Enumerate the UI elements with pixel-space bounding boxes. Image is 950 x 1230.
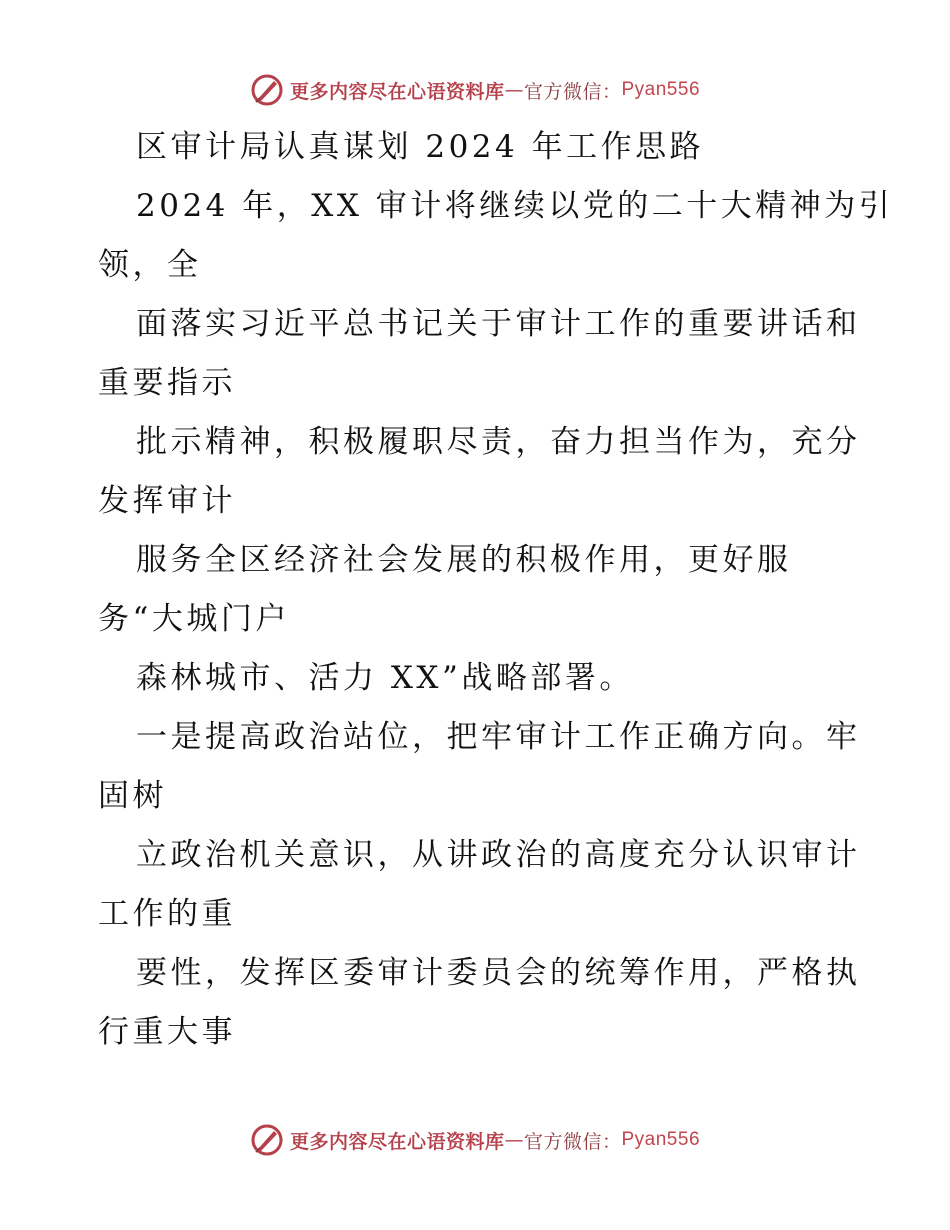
document-title: 区审计局认真谋划 2024 年工作思路 — [136, 129, 705, 165]
official-wechat-label: 官方微信： — [523, 80, 622, 103]
footer-watermark — [0, 1120, 950, 1160]
quill-logo-icon — [250, 1123, 284, 1157]
separator-dash: — — [504, 79, 524, 101]
text-line: 务“大城门户 — [98, 601, 290, 637]
document-body — [98, 118, 894, 1062]
text-line: 立政治机关意识，从讲政治的高度充分认识审计 — [136, 837, 861, 873]
text-line: 行重大事 — [98, 1014, 236, 1050]
text-line: 批示精神，积极履职尽责，奋力担当作为，充分 — [136, 424, 861, 460]
brand-text: 更多内容尽在心语资料库 — [289, 1130, 505, 1153]
text-line: 固树 — [98, 778, 167, 814]
quill-logo-icon — [250, 73, 284, 107]
text-line: 面落实习近平总书记关于审计工作的重要讲话和 — [136, 306, 861, 342]
wechat-id: Pyan556 — [621, 1129, 701, 1150]
separator-dash: — — [504, 1129, 524, 1151]
text-line: 服务全区经济社会发展的积极作用，更好服 — [136, 542, 792, 578]
text-line: 森林城市、活力 XX”战略部署。 — [136, 660, 634, 696]
brand-text: 更多内容尽在心语资料库 — [289, 80, 505, 103]
text-line: 一是提高政治站位，把牢审计工作正确方向。牢 — [136, 719, 861, 755]
official-wechat-label: 官方微信： — [523, 1130, 622, 1153]
text-line: 重要指示 — [98, 365, 236, 401]
text-line: 工作的重 — [98, 896, 236, 932]
header-watermark — [0, 70, 950, 110]
text-line: 发挥审计 — [98, 483, 236, 519]
wechat-id: Pyan556 — [621, 79, 701, 100]
text-line: 领，全 — [98, 247, 202, 283]
text-line: 要性，发挥区委审计委员会的统筹作用，严格执 — [136, 955, 861, 991]
text-line: 2024 年，XX 审计将继续以党的二十大精神为引 — [136, 188, 894, 224]
